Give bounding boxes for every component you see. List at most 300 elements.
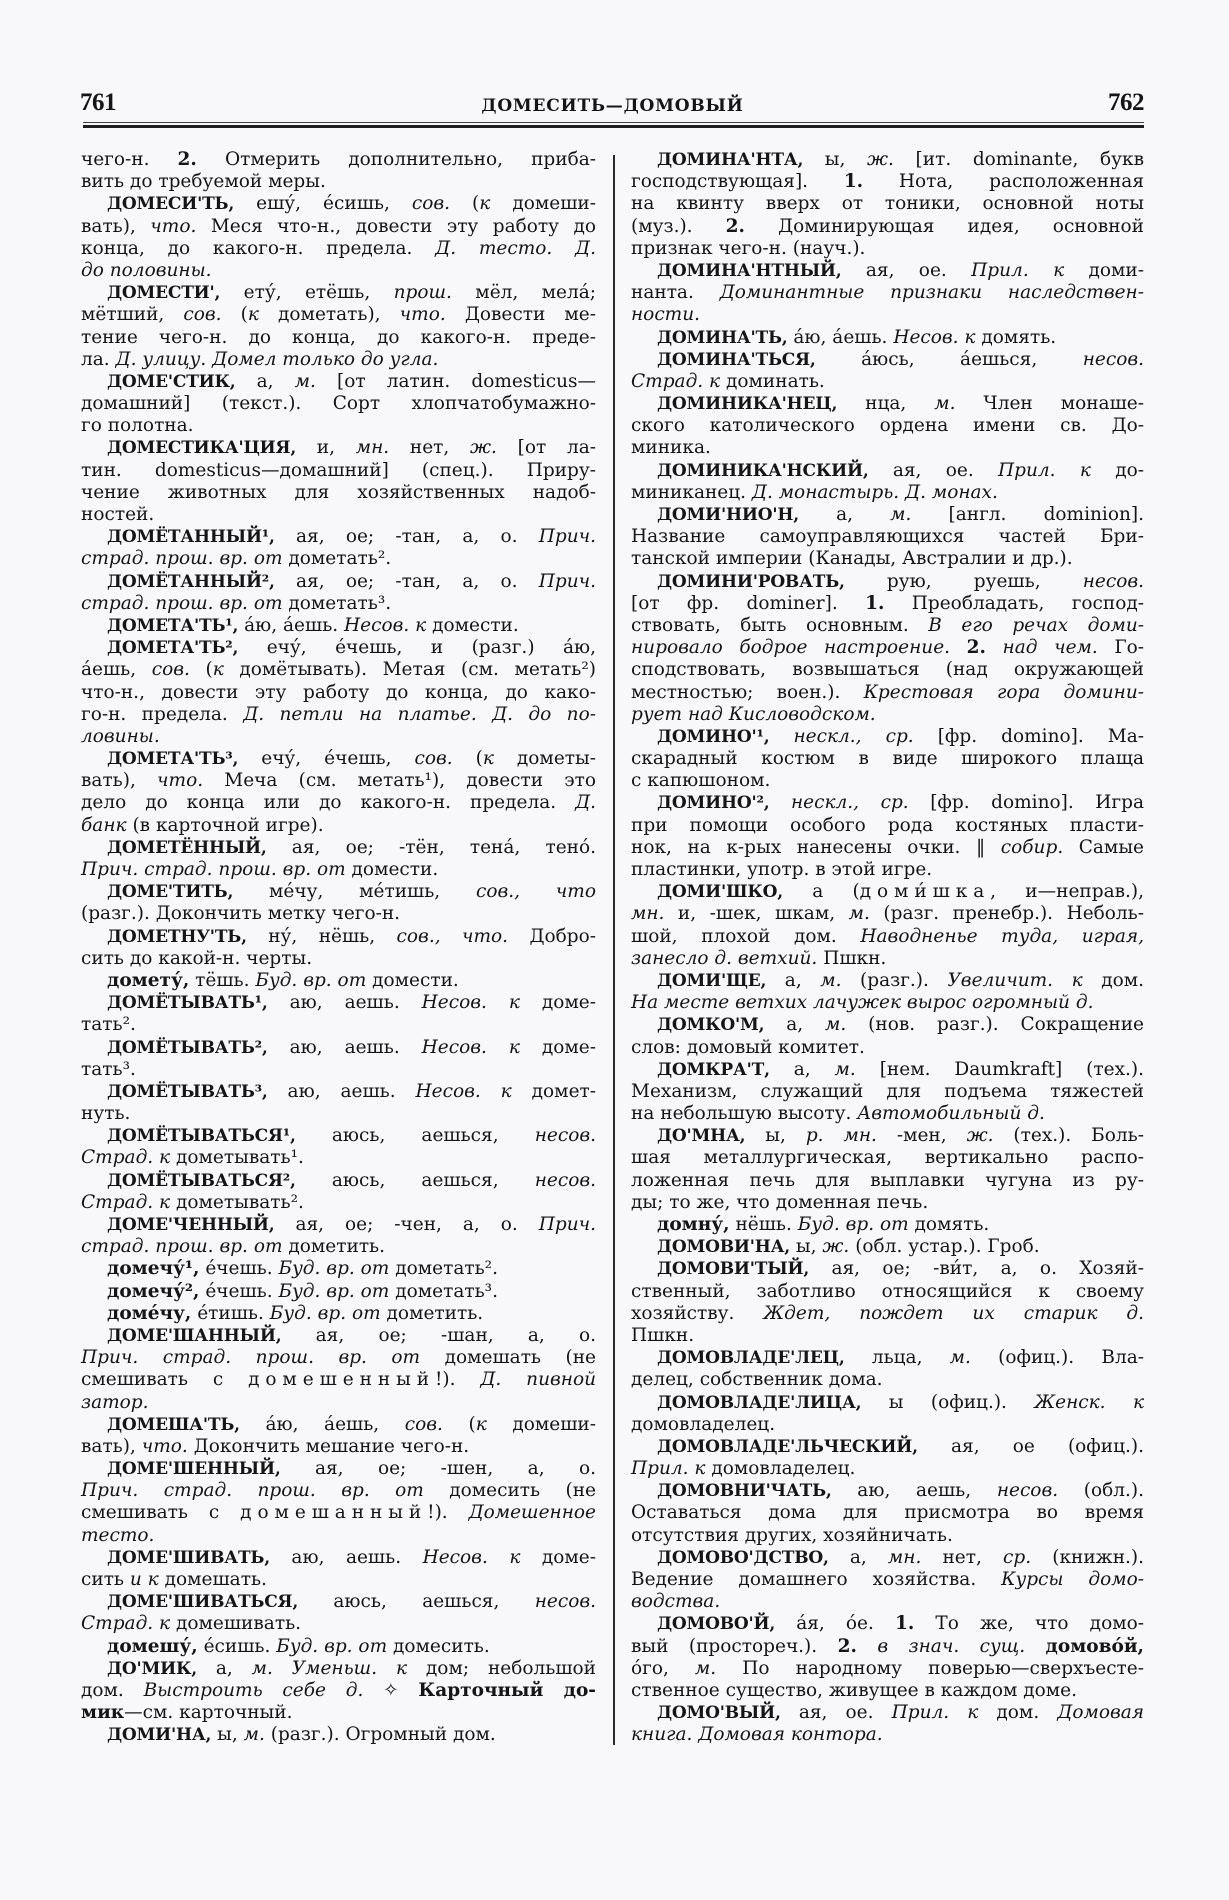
text: мёл, мела́; bbox=[451, 282, 597, 304]
italic-text: Прич. bbox=[538, 570, 596, 592]
dictionary-entry bbox=[81, 1037, 596, 1081]
dictionary-entry bbox=[631, 1436, 1144, 1480]
italic-text: рует над Кисловодском. bbox=[631, 703, 876, 725]
text: а́юсь, а́ешься, bbox=[815, 348, 1083, 370]
dictionary-entry bbox=[81, 1658, 596, 1725]
italic-text: сов. bbox=[183, 304, 222, 326]
entry-line bbox=[81, 1303, 596, 1325]
text: Член монаше- bbox=[955, 393, 1144, 415]
entry-line bbox=[81, 1436, 596, 1458]
text: По народному поверью—сверхъесте- bbox=[716, 1657, 1144, 1679]
entry-line bbox=[631, 349, 1144, 371]
bold-text: домово́й, bbox=[1045, 1635, 1144, 1657]
text: ая, ое. bbox=[780, 1702, 892, 1724]
entry-line bbox=[81, 1170, 596, 1192]
entry-line bbox=[81, 1014, 596, 1036]
entry-line bbox=[631, 415, 1144, 437]
italic-text: несов. bbox=[1082, 348, 1144, 370]
entry-line bbox=[81, 637, 596, 659]
entry-line bbox=[81, 482, 596, 504]
entry-line bbox=[631, 1059, 1144, 1081]
headword: ДОМЁТАННЫЙ², bbox=[107, 571, 275, 592]
dictionary-entry bbox=[631, 1236, 1144, 1258]
italic-text: Буд. вр. от bbox=[278, 1258, 390, 1280]
entry-line bbox=[81, 1591, 596, 1613]
entry-line bbox=[81, 1369, 596, 1391]
dictionary-entry bbox=[631, 1547, 1144, 1614]
headword: ДОМИНО'², bbox=[657, 793, 770, 814]
entry-line bbox=[631, 659, 1144, 681]
headword: ДОМИ'НИО'Н, bbox=[657, 505, 799, 525]
text: —см. карточный. bbox=[124, 1702, 293, 1724]
dictionary-entry bbox=[631, 1347, 1144, 1391]
bold-text: 2. bbox=[966, 637, 986, 659]
text bbox=[1025, 1636, 1045, 1657]
text: доме- bbox=[520, 1546, 596, 1568]
text: местностью; воен.). bbox=[631, 681, 864, 703]
entry-line bbox=[81, 1236, 596, 1258]
text: домеши- bbox=[490, 193, 596, 215]
entry-line bbox=[631, 637, 1144, 659]
entry-line bbox=[631, 770, 1144, 792]
entry-line bbox=[631, 948, 1144, 970]
headword: ДОМЁТЫВАТЬ¹, bbox=[107, 993, 268, 1014]
headword: ДОМИНА'НТА, bbox=[657, 150, 804, 170]
entry-line bbox=[631, 992, 1144, 1014]
running-head bbox=[0, 0, 1229, 140]
spaced-text: домешанный bbox=[240, 1502, 428, 1524]
entry-line bbox=[631, 1458, 1144, 1480]
entry-line bbox=[631, 1724, 1144, 1746]
text: чего-н. bbox=[81, 149, 178, 170]
entry-line bbox=[81, 171, 596, 193]
dictionary-entry bbox=[81, 282, 596, 371]
headword: ДОМИНИ'РОВАТЬ, bbox=[657, 571, 845, 592]
entry-line bbox=[631, 282, 1144, 304]
dictionary-entry bbox=[81, 571, 596, 615]
entry-line bbox=[81, 1103, 596, 1125]
text: Отмерить дополнительно, приба- bbox=[196, 149, 596, 170]
entry-line bbox=[81, 881, 596, 903]
text: шая металлургическая, вертикально распо- bbox=[631, 1147, 1144, 1169]
italic-text: нескл., ср. bbox=[793, 725, 914, 747]
text: (разг.). Огромный дом. bbox=[264, 1724, 496, 1746]
text: нок, на к-рых нанесены очки. ‖ bbox=[631, 836, 1001, 858]
text: [англ. dominion]. bbox=[911, 504, 1144, 525]
bold-text: 2. bbox=[177, 149, 197, 170]
text: тать². bbox=[81, 1014, 136, 1036]
dictionary-entry bbox=[631, 393, 1144, 460]
entry-line bbox=[81, 1458, 596, 1480]
text: (обл. устар.). Гроб. bbox=[849, 1236, 1040, 1258]
text: (тех.). Боль- bbox=[993, 1125, 1144, 1147]
entry-line bbox=[81, 903, 596, 925]
text: [от ла- bbox=[496, 437, 596, 459]
entry-line bbox=[631, 704, 1144, 726]
text: слов: домовый комитет. bbox=[631, 1036, 865, 1058]
italic-text: Домовая bbox=[1057, 1702, 1144, 1724]
italic-text: к bbox=[475, 1413, 487, 1435]
entry-line bbox=[631, 437, 1144, 459]
entry-line bbox=[81, 948, 596, 970]
text: (обл.). bbox=[1058, 1480, 1144, 1502]
italic-text: сов. bbox=[404, 1413, 443, 1435]
italic-text: Буд. вр. от bbox=[797, 1214, 909, 1235]
text: !). bbox=[435, 1369, 481, 1391]
bold-text: доме́чу, bbox=[107, 1302, 192, 1324]
text: дом; небольшой bbox=[407, 1657, 596, 1679]
headword: ДОМЁТЫВАТЬ³, bbox=[107, 1081, 268, 1102]
text: аю, аешь. bbox=[267, 992, 422, 1014]
entry-line bbox=[631, 1392, 1144, 1414]
text: Преобладать, господ- bbox=[884, 592, 1144, 614]
text: ( bbox=[442, 1413, 476, 1435]
headword: ДОМЕТЁННЫЙ, bbox=[107, 837, 267, 858]
dictionary-entry bbox=[81, 881, 596, 925]
text: е́тишь. bbox=[191, 1302, 270, 1324]
entry-line bbox=[81, 1724, 596, 1746]
entry-line bbox=[81, 460, 596, 482]
text: мётший, bbox=[81, 304, 184, 326]
text: аю, аешь, bbox=[831, 1480, 997, 1502]
italic-text: к bbox=[482, 748, 494, 770]
italic-text: м. bbox=[949, 1347, 971, 1369]
text: хозяйству. bbox=[631, 1302, 764, 1324]
italic-text: и к bbox=[129, 1569, 159, 1590]
column-right bbox=[631, 149, 1144, 1747]
text: ету́, етёшь, bbox=[220, 282, 394, 304]
text: ечу́, е́чешь, и (разг.) а́ю, bbox=[238, 637, 596, 659]
text: Пшкн. bbox=[631, 1324, 695, 1346]
header-rule-thick bbox=[83, 125, 1144, 128]
italic-text: нировало бодрое настроение. bbox=[631, 637, 951, 659]
entry-line bbox=[631, 593, 1144, 615]
entry-line bbox=[81, 193, 596, 215]
text: тать³. bbox=[81, 1058, 136, 1080]
entry-line bbox=[81, 504, 596, 526]
entry-line bbox=[631, 371, 1144, 393]
entry-line bbox=[631, 815, 1144, 837]
italic-text: Женск. к bbox=[1034, 1391, 1144, 1413]
italic-text: затор. bbox=[81, 1391, 149, 1413]
text: ( bbox=[452, 748, 483, 770]
dictionary-entry bbox=[81, 1281, 596, 1303]
italic-text: Страд. к bbox=[81, 1147, 171, 1169]
entry-line bbox=[81, 837, 596, 859]
text: делец, собственник дома. bbox=[631, 1369, 883, 1391]
dictionary-entry bbox=[631, 1480, 1144, 1547]
entry-line bbox=[631, 615, 1144, 637]
text: нет, bbox=[921, 1546, 1003, 1568]
entry-line bbox=[631, 504, 1144, 526]
entry-line bbox=[81, 349, 596, 371]
dictionary-entry bbox=[631, 504, 1144, 571]
text: домет- bbox=[511, 1080, 596, 1102]
entry-line bbox=[631, 1192, 1144, 1214]
text: (нов. разг.). Сокращение bbox=[846, 1014, 1144, 1036]
italic-text: сов. bbox=[414, 748, 453, 770]
text: шой, плохой дом. bbox=[631, 925, 861, 947]
entry-line bbox=[631, 1591, 1144, 1613]
dictionary-entry bbox=[81, 1081, 596, 1125]
italic-text: тесто. bbox=[81, 1524, 155, 1546]
entry-line bbox=[631, 1125, 1144, 1147]
italic-text: Увеличит. к bbox=[947, 969, 1083, 991]
italic-text: к bbox=[479, 193, 491, 215]
entry-line bbox=[631, 238, 1144, 260]
text: аюсь, аешься, bbox=[295, 1169, 535, 1191]
entry-line bbox=[81, 815, 596, 837]
text: а ( bbox=[782, 881, 860, 903]
text: нуть. bbox=[81, 1103, 131, 1125]
spaced-text: домешенный bbox=[248, 1369, 435, 1391]
entry-line bbox=[631, 1103, 1144, 1125]
headword: ДОМИ'ШКО, bbox=[657, 882, 783, 903]
text: на квинту вверх от тоники, основной ноты bbox=[631, 193, 1144, 215]
italic-text: сов., что. bbox=[396, 925, 509, 947]
bold-text: домну́, bbox=[657, 1214, 730, 1235]
text: ая, ое. bbox=[841, 259, 972, 281]
italic-text: мн. bbox=[355, 437, 390, 459]
entry-line bbox=[81, 1125, 596, 1147]
italic-text: несов. bbox=[1082, 570, 1144, 592]
headword: ДОМИ'НА, bbox=[107, 1725, 212, 1746]
text: конца, до какого-н. предела. bbox=[81, 237, 436, 259]
text: а, bbox=[769, 1058, 835, 1080]
headword: ДОМЕ'ЧЕННЫЙ, bbox=[107, 1215, 275, 1235]
dictionary-entry bbox=[81, 1591, 596, 1635]
entry-line bbox=[631, 327, 1144, 349]
text: Пшкн. bbox=[817, 947, 887, 969]
dictionary-entry bbox=[81, 1636, 596, 1658]
italic-text: собир. bbox=[1000, 836, 1064, 858]
text: [фр. domino]. Игра bbox=[908, 792, 1144, 814]
entry-line bbox=[81, 1658, 596, 1680]
text: Название самоуправляющихся частей Бри- bbox=[631, 526, 1144, 548]
entry-line bbox=[631, 1547, 1144, 1569]
entry-line bbox=[81, 593, 596, 615]
headword: ДОМЕ'ШИВАТЬ, bbox=[107, 1547, 270, 1568]
italic-text: Прил. к bbox=[631, 1458, 706, 1480]
italic-text: Несов. к bbox=[344, 614, 427, 636]
entry-line bbox=[81, 704, 596, 726]
text: скарадный костюм в виде широкого плаща bbox=[631, 748, 1144, 770]
text: доме- bbox=[519, 992, 596, 1014]
italic-text: страд. прош. вр. от bbox=[81, 1236, 283, 1258]
text: [от латин. domesticus— bbox=[315, 370, 596, 392]
text: го-н. предела. bbox=[81, 703, 244, 725]
italic-text: На месте ветхих лачужек вырос огромный д. bbox=[631, 992, 1094, 1014]
text: ✧ bbox=[363, 1679, 419, 1701]
text: То же, что домо- bbox=[914, 1613, 1144, 1635]
text: доми- bbox=[1064, 259, 1144, 281]
text: ( bbox=[189, 659, 213, 681]
entry-line bbox=[631, 1037, 1144, 1059]
text: аюсь, аешься, bbox=[298, 1591, 535, 1613]
text: тёшь. bbox=[189, 969, 256, 991]
text: ая, ое; -шан, а, о. bbox=[281, 1324, 596, 1346]
italic-text: Д. монастырь. Д. монах. bbox=[751, 481, 998, 503]
text: до- bbox=[1090, 459, 1144, 481]
bold-text: 1. bbox=[865, 592, 885, 614]
text: ды; то же, что доменная печь. bbox=[631, 1191, 929, 1213]
dictionary-entry bbox=[81, 1170, 596, 1214]
text: домашний] (текст.). Сорт хлопчатобумажно- bbox=[81, 393, 596, 415]
italic-text: что. bbox=[157, 770, 204, 792]
text: (разг.). Докончить метку чего-н. bbox=[81, 903, 401, 925]
italic-text: м. bbox=[820, 969, 842, 991]
text: домеши- bbox=[486, 1413, 596, 1435]
italic-text: занесло д. ветхий. bbox=[631, 947, 818, 969]
entry-line bbox=[81, 859, 596, 881]
italic-text: Д. улицу. Домел только до угла. bbox=[115, 348, 439, 370]
text: домешать (не bbox=[420, 1347, 596, 1369]
entry-line bbox=[81, 393, 596, 415]
text: (муз.). bbox=[631, 215, 726, 237]
text: отсутствия других, хозяйничать. bbox=[631, 1524, 953, 1546]
entry-line bbox=[631, 1414, 1144, 1436]
entry-line bbox=[631, 1214, 1144, 1236]
entry-line bbox=[81, 1281, 596, 1303]
dictionary-entry bbox=[631, 970, 1144, 1014]
italic-text: прош. bbox=[393, 282, 452, 304]
headword: ДОМИНИКА'НЕЦ, bbox=[657, 394, 838, 415]
entry-line bbox=[81, 1547, 596, 1569]
italic-text: Несов. к bbox=[893, 326, 976, 348]
bold-text: 2. bbox=[725, 215, 745, 237]
bold-text: 1. bbox=[895, 1613, 915, 1635]
headword: ДОМИНА'ТЬСЯ, bbox=[657, 349, 816, 370]
text: ы, bbox=[745, 1125, 806, 1147]
headword: ДОМОВЛАДЕ'ЛЬЧЕСКИЙ, bbox=[657, 1436, 918, 1457]
entry-line bbox=[81, 1525, 596, 1547]
italic-text: Д. пивной bbox=[480, 1369, 597, 1391]
text: вить до требуемой меры. bbox=[81, 171, 326, 193]
bold-text: домешу́, bbox=[107, 1635, 198, 1657]
italic-text: ж. bbox=[470, 437, 497, 459]
text bbox=[986, 637, 1003, 658]
text: ая, ое; -тён, тена́, тено́. bbox=[266, 836, 596, 858]
text: аю, аешь. bbox=[269, 1546, 423, 1568]
italic-text: м. bbox=[243, 1724, 265, 1746]
headword: ДОМИНО'¹, bbox=[657, 726, 770, 747]
text: ского католического ордена имени св. До- bbox=[631, 415, 1144, 437]
text: Добро- bbox=[508, 925, 596, 947]
entry-line bbox=[81, 1414, 596, 1436]
text: а, bbox=[828, 1546, 888, 1568]
dictionary-entry bbox=[631, 881, 1144, 970]
text: пластинки, употр. в этой игре. bbox=[631, 859, 933, 880]
text: танской империи (Канады, Австралии и др.). bbox=[631, 548, 1073, 570]
entry-line bbox=[631, 1170, 1144, 1192]
headword: ДОМЕ'ШЕННЫЙ, bbox=[107, 1459, 281, 1480]
entry-line bbox=[631, 748, 1144, 770]
entry-line bbox=[81, 1258, 596, 1280]
dictionary-entry bbox=[81, 1724, 596, 1746]
italic-text: Наводненье туда, играя, bbox=[860, 925, 1144, 947]
text: Оставаться дома для присмотра во время bbox=[631, 1502, 1144, 1524]
spaced-text: доми́шка bbox=[859, 881, 991, 903]
text: а, bbox=[798, 504, 891, 525]
text: (книжн.). bbox=[1031, 1546, 1144, 1568]
dictionary-entry bbox=[631, 460, 1144, 504]
text: ая, ое; -тан, а, о. bbox=[274, 570, 539, 592]
dictionary-entry bbox=[631, 792, 1144, 881]
headword: ДОМЕТА'ТЬ², bbox=[107, 638, 239, 659]
text: а́ю, а́ешь. bbox=[787, 326, 894, 348]
text: домовладелец. bbox=[705, 1458, 856, 1480]
entry-line bbox=[631, 792, 1144, 814]
text: домётывать). Метая (см. метать²) bbox=[223, 659, 596, 681]
headword: ДОМЕСТИ', bbox=[107, 283, 221, 304]
italic-text: Курсы домо- bbox=[1001, 1569, 1144, 1590]
text: Меся что-н., довести эту работу до bbox=[196, 215, 596, 237]
headword: ДОМОВИ'ТЫЙ, bbox=[657, 1259, 810, 1280]
bold-text: мик bbox=[81, 1702, 125, 1724]
text: дометать². bbox=[282, 548, 392, 570]
dictionary-entry bbox=[631, 1702, 1144, 1746]
text: домять. bbox=[975, 326, 1057, 348]
italic-text: что. bbox=[150, 215, 197, 237]
entry-line bbox=[81, 548, 596, 570]
italic-text: Прил. к bbox=[998, 459, 1091, 481]
italic-text: несов. bbox=[534, 1169, 596, 1191]
bold-text: 1. bbox=[843, 171, 864, 193]
text: о́го, bbox=[631, 1657, 695, 1679]
text: домешать. bbox=[158, 1569, 267, 1590]
entry-line bbox=[81, 571, 596, 593]
headword: ДОМОВО'Й, bbox=[657, 1614, 776, 1635]
entry-line bbox=[81, 282, 596, 304]
text: сить до какой-н. черты. bbox=[81, 947, 313, 969]
entry-line bbox=[631, 1613, 1144, 1635]
dictionary-entry bbox=[81, 926, 596, 970]
headword: ДОМИНИКА'НСКИЙ, bbox=[657, 460, 869, 481]
column-left bbox=[81, 149, 596, 1747]
text: нца, bbox=[837, 393, 935, 415]
text: [ит. dominante, букв bbox=[893, 149, 1144, 170]
dictionary-entry bbox=[631, 1214, 1144, 1236]
text: !). bbox=[427, 1502, 469, 1524]
text: (в карточной игре). bbox=[126, 814, 324, 836]
text: вый (простореч.). bbox=[631, 1635, 838, 1657]
dictionary-entry bbox=[81, 1303, 596, 1325]
italic-text: Прич. страд. прош. вр. от bbox=[81, 1347, 421, 1369]
entry-line bbox=[81, 1392, 596, 1414]
headword: ДОМЕША'ТЬ, bbox=[107, 1414, 240, 1435]
headword: ДОМОВНИ'ЧАТЬ, bbox=[657, 1481, 832, 1502]
italic-text: Прил. к bbox=[891, 1702, 979, 1724]
text: е́сишь. bbox=[197, 1635, 277, 1657]
headword: ДОМОВЛАДЕ'ЛЕЦ, bbox=[657, 1348, 845, 1369]
entry-line bbox=[631, 1236, 1144, 1258]
italic-text: Автомобильный д. bbox=[857, 1103, 1045, 1125]
text: чение животных для хозяйственных надоб- bbox=[81, 481, 596, 503]
entry-line bbox=[81, 1147, 596, 1169]
text: Меча (см. метать¹), довести это bbox=[203, 770, 596, 792]
text: ая, ое; -тан, а, о. bbox=[274, 526, 539, 548]
text: ну́, нёшь, bbox=[246, 925, 397, 947]
entry-line bbox=[631, 1436, 1144, 1458]
text: дометы- bbox=[493, 748, 596, 770]
entry-line bbox=[631, 1658, 1144, 1680]
text: ла. bbox=[81, 348, 116, 370]
text: нанта. bbox=[631, 282, 720, 304]
italic-text: несов. bbox=[996, 1480, 1059, 1502]
entry-line bbox=[631, 1303, 1144, 1325]
text: ешу́, е́сишь, bbox=[234, 193, 412, 215]
entry-line bbox=[631, 1081, 1144, 1103]
